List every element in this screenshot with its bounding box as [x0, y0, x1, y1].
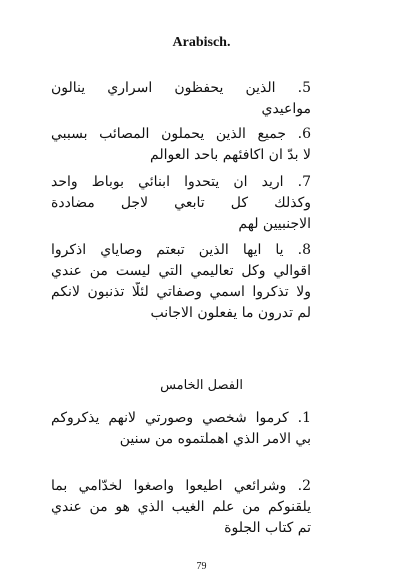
verse-line: وكذلك كل تابعي لاجل مضاددة — [51, 195, 311, 211]
verse-line: يلقنوكم من علم الغيب الذي هو من عندي — [51, 499, 311, 515]
verse-line: بي الامر الذي اهملتموه من سنين — [119, 431, 311, 447]
verse-line: الاجنبيين لهم — [238, 216, 311, 232]
page-number: 79 — [196, 561, 207, 572]
verse-line: 2. وشرائعي اطيعوا واصغوا لخدّامي بما — [51, 478, 311, 494]
verse-line: اقوالي وكل تعاليمي التي ليست من عندي — [51, 263, 311, 279]
chapter-verse-1 — [51, 408, 311, 450]
verse-line: ولا تذكروا اسمي وصفاتي لئلّا تذنبون لانكم — [51, 284, 311, 300]
verse-line: مواعيدي — [261, 101, 311, 117]
verse-line: تم كتاب الجلوة — [224, 520, 311, 536]
verse-8 — [51, 240, 311, 324]
page-title: Arabisch. — [172, 35, 231, 50]
verse-6 — [51, 124, 311, 166]
verse-line: 8. يا ايها الذين تبعتم وصاياي اذكروا — [51, 242, 311, 258]
verse-line: لم تدرون ما يفعلون الاجانب — [150, 305, 311, 321]
verse-7 — [51, 172, 311, 235]
chapter-verse-2 — [51, 476, 311, 539]
verse-line: 7. اريد ان يتحدوا ابنائي بوباط واحد — [51, 174, 311, 190]
verse-line: 5. الذين يحفظون اسراري ينالون — [51, 80, 311, 96]
chapter-heading: الفصل الخامس — [160, 378, 243, 393]
verse-line: لا بدّ ان اكافئهم باحد العوالم — [150, 147, 311, 163]
verse-line: 6. جميع الذين يحملون المصائب بسببي — [51, 126, 311, 142]
verse-line: 1. كرموا شخصي وصورتي لانهم يذكروكم — [51, 410, 311, 426]
verse-5 — [51, 78, 311, 120]
